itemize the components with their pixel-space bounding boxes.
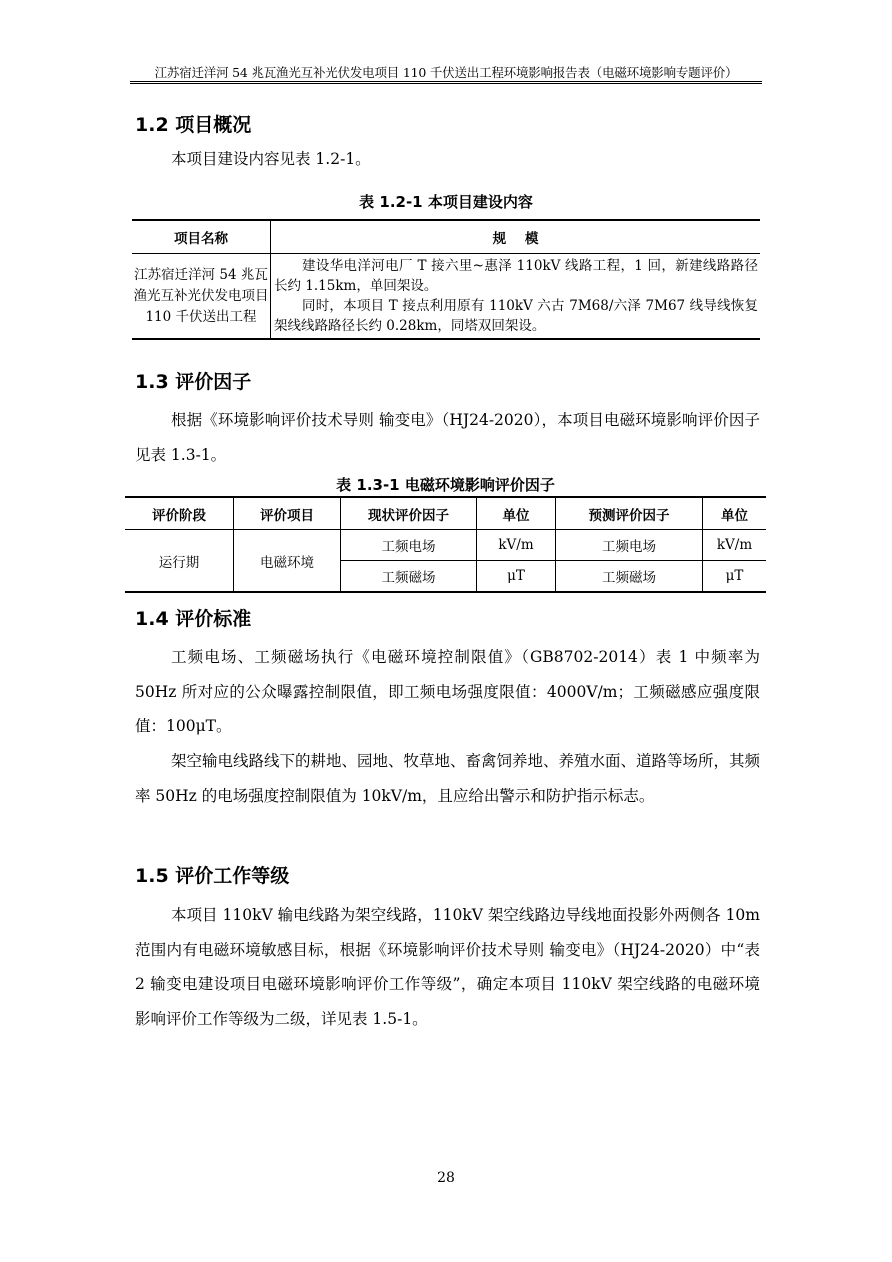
table-header-stage: 评价阶段 [125, 497, 234, 530]
table-cell-predict-factor: 工频电场 [556, 530, 703, 561]
table-header-current-factor: 现状评价因子 [341, 497, 477, 530]
scale-paragraph-1: 建设华电洋河电厂 T 接六里~惠泽 110kV 线路工程，1 回，新建线路路径长约 1.15km，单回架设。 [274, 258, 758, 294]
table-header-project-name: 项目名称 [132, 220, 271, 254]
table-1-2-1 [132, 219, 760, 340]
table-header-scale: 规 模 [271, 220, 761, 254]
section-heading-1-5: 1.5 评价工作等级 [135, 865, 290, 887]
table-cell-item: 电磁环境 [234, 530, 341, 593]
section-1-4-paragraph-1: 工频电场、工频磁场执行《电磁环境控制限值》（GB8702-2014）表 1 中频率为 50Hz 所对应的公众曝露控制限值，即工频电场强度限值：4000V/m；工频磁感应强度限值：100μT。 [135, 648, 760, 735]
section-heading-1-4: 1.4 评价标准 [135, 608, 252, 630]
section-1-5-paragraph: 本项目 110kV 输电线路为架空线路，110kV 架空线路边导线地面投影外两侧各 10m 范围内有电磁环境敏感目标，根据《环境影响评价技术导则 输变电》（HJ24-2020）中“表 2 输变电建设项目电磁环境影响评价工作等级”，确定本项目 110kV 架空线路的电磁环境影响评价工作等级为二级，详见表 1.5-1。 [135, 906, 760, 1028]
table-cell-unit-2: kV/m [703, 530, 767, 561]
table-header-unit-1: 单位 [477, 497, 556, 530]
table-cell-project-name: 江苏宿迁洋河 54 兆瓦渔光互补光伏发电项目 110 千伏送出工程 [132, 254, 271, 340]
header-rule [130, 81, 762, 82]
table-cell-current-factor: 工频电场 [341, 530, 477, 561]
section-heading-1-3: 1.3 评价因子 [135, 371, 252, 393]
header-rule-thin [130, 83, 762, 84]
scale-paragraph-2: 同时，本项目 T 接点利用原有 110kV 六古 7M68/六泽 7M67 线导线恢复架线线路路径长约 0.28km，同塔双回架设。 [274, 298, 758, 334]
table-header-unit-2: 单位 [703, 497, 767, 530]
table-1-3-1-caption: 表 1.3-1 电磁环境影响评价因子 [336, 476, 555, 494]
section-1-3-paragraph: 根据《环境影响评价技术导则 输变电》（HJ24-2020），本项目电磁环境影响评价因子见表 1.3-1。 [135, 411, 760, 464]
table-cell-current-factor: 工频磁场 [341, 561, 477, 593]
section-1-2-paragraph: 本项目建设内容见表 1.2-1。 [171, 150, 371, 168]
running-header: 江苏宿迁洋河 54 兆瓦渔光互补光伏发电项目 110 千伏送出工程环境影响报告表（电磁环境影响专题评价） [154, 65, 738, 80]
table-1-2-1-caption: 表 1.2-1 本项目建设内容 [359, 193, 533, 211]
table-header-predict-factor: 预测评价因子 [556, 497, 703, 530]
section-1-4-paragraph-2: 架空输电线路线下的耕地、园地、牧草地、畜禽饲养地、养殖水面、道路等场所，其频率 50Hz 的电场强度控制限值为 10kV/m，且应给出警示和防护指示标志。 [135, 752, 761, 805]
table-cell-scale [271, 254, 761, 340]
table-cell-unit-1: μT [477, 561, 556, 593]
page-number: 28 [437, 1170, 455, 1186]
table-cell-predict-factor: 工频磁场 [556, 561, 703, 593]
table-header-item: 评价项目 [234, 497, 341, 530]
table-cell-unit-1: kV/m [477, 530, 556, 561]
section-heading-1-2: 1.2 项目概况 [135, 114, 252, 136]
table-cell-stage: 运行期 [125, 530, 234, 593]
table-1-3-1 [125, 496, 766, 593]
table-cell-unit-2: μT [703, 561, 767, 593]
